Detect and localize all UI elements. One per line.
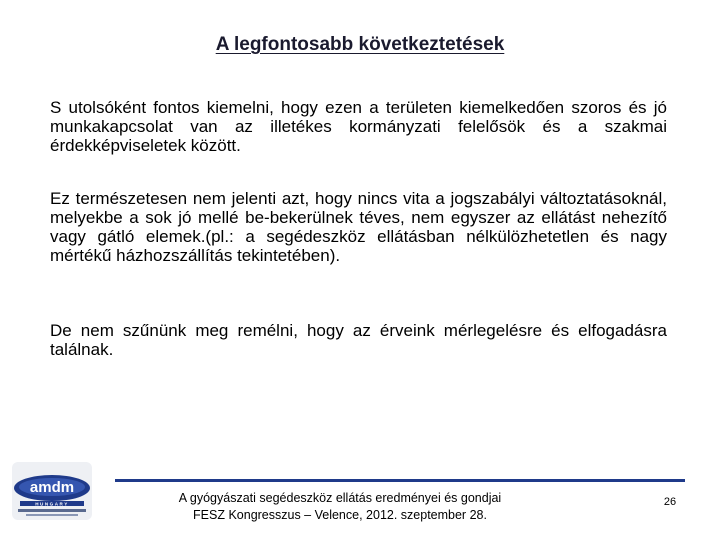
amdm-logo-graphic <box>8 460 96 522</box>
footer-line-1: A gyógyászati segédeszköz ellátás eredményei és gondjai <box>178 491 502 505</box>
slide-title <box>0 34 720 56</box>
paragraph-1: S utolsóként fontos kiemelni, hogy ezen a területen kiemelkedően szoros és jó munkakapcsolat van az illetékes kormányzati felelősök és a szakmai érdekképviseletek között. <box>50 98 667 155</box>
footer-line-2: FESZ Kongresszus – Velence, 2012. szeptember 28. <box>193 508 487 522</box>
page-number: 26 <box>663 496 677 508</box>
footer-caption <box>140 490 540 524</box>
footer-divider <box>115 479 685 482</box>
svg-text:HUNGARY: HUNGARY <box>35 501 69 507</box>
slide-title-text: A legfontosabb következtetések <box>215 34 505 55</box>
paragraph-2: Ez természetesen nem jelenti azt, hogy nincs vita a jogszabályi változtatásoknál, melyekbe a sok jó mellé be-bekerülnek téves, nem egyszer az ellátást nehezítő vagy gátló elemek.(pl.: a segédeszköz ellátásban nélkülözhetetlen és nagy mértékű házhozszállítás tekintetében). <box>50 189 667 265</box>
amdm-logo <box>8 460 96 522</box>
paragraph-3: De nem szűnünk meg remélni, hogy az érveink mérlegelésre és elfogadásra találnak. <box>50 321 667 359</box>
svg-text:amdm: amdm <box>29 479 75 496</box>
